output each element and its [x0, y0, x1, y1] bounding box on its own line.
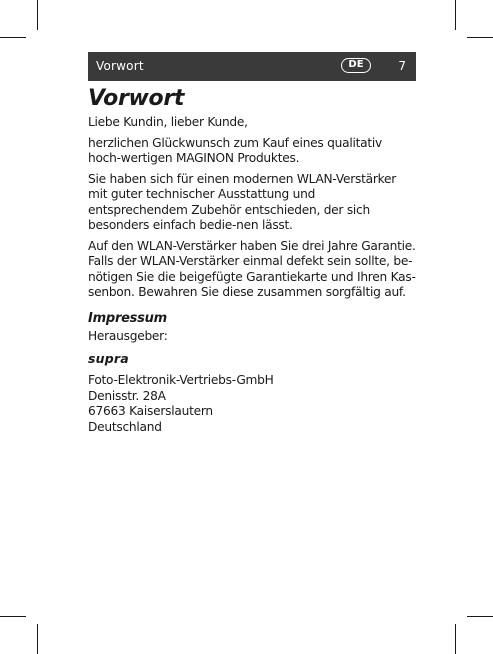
warranty-paragraph: Auf den WLAN-Verstärker haben Sie drei Jahre Garantie. Falls der WLAN-Verstärker einmal defekt sein sollte, be-nötigen Sie die beigefügte Garantiekarte und Ihren Kas-senbon. Bewahren Sie diese zusammen sorgfältig auf. — [88, 238, 416, 299]
address-city: 67663 Kaiserslautern — [88, 404, 213, 418]
congratulation-paragraph: herzlichen Glückwunsch zum Kauf eines qualitativ hoch-wertigen MAGINON Produktes. — [88, 135, 382, 165]
address-street: Denisstr. 28A — [88, 388, 166, 403]
salutation-paragraph: Liebe Kundin, lieber Kunde, — [88, 115, 248, 129]
page-content — [88, 86, 416, 435]
header-section-title: Vorwort — [96, 59, 144, 73]
crop-mark-top-right-horizontal — [467, 37, 493, 38]
page-number: 7 — [398, 59, 406, 73]
address-company: Foto-Elektronik-Vertriebs-GmbH — [88, 373, 274, 387]
address-country: Deutschland — [88, 419, 162, 434]
crop-mark-bottom-left-vertical — [37, 624, 38, 654]
crop-mark-top-left-vertical — [37, 0, 38, 30]
crop-mark-bottom-right-horizontal — [467, 616, 493, 617]
impressum-heading: Impressum — [88, 310, 167, 326]
page-title: Vorwort — [88, 86, 185, 111]
language-badge: DE — [341, 58, 371, 73]
crop-mark-top-right-vertical — [455, 0, 456, 30]
supra-logo: supra — [88, 350, 129, 366]
publisher-address — [88, 373, 416, 435]
crop-mark-bottom-right-vertical — [455, 624, 456, 654]
page-header-bar — [88, 52, 416, 81]
product-paragraph: Sie haben sich für einen modernen WLAN-Verstärker mit guter technischer Ausstattung und entsprechendem Zubehör entschieden, der sich besonders einfach bedie-nen lässt. — [88, 171, 396, 232]
crop-mark-top-left-horizontal — [0, 37, 26, 38]
publisher-label: Herausgeber: — [88, 329, 168, 343]
crop-mark-bottom-left-horizontal — [0, 616, 26, 617]
